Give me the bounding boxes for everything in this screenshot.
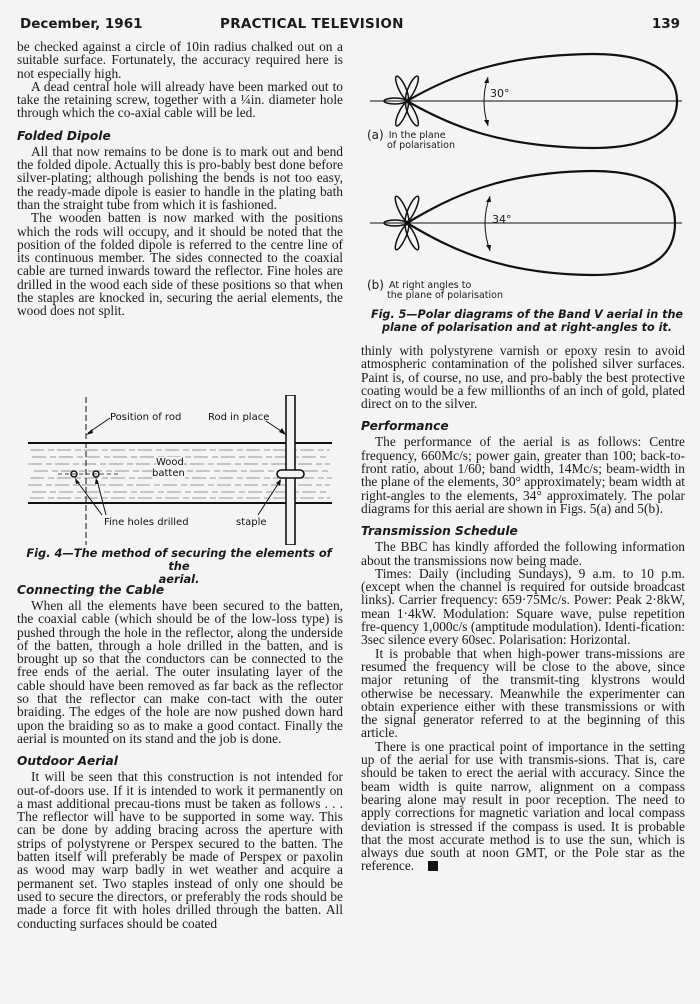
label-position-of-rod: Position of rod: [110, 412, 182, 423]
beam-angle-b: 34°: [492, 213, 512, 226]
paragraph: The performance of the aerial is as follows: Centre frequency, 660Mc/s; power gain, greater than 100; back-to-front ratio, about 1/60; band width, 14Mc/s; beam-width in the plane of the elements, 30° approximately; beam width at right-angles to the elements, 34° approximately. The polar diagrams for this aerial are shown in Figs. 5(a) and 5(b).: [361, 434, 685, 516]
sublabel-line: At right angles to: [389, 280, 472, 291]
paragraph: The BBC has kindly afforded the following information about the transmissions now being made.: [361, 539, 685, 568]
section-heading-folded-dipole: Folded Dipole: [17, 128, 111, 143]
section-heading-performance: Performance: [361, 419, 449, 434]
issue-date: December, 1961: [20, 16, 143, 32]
figure-4: [18, 395, 340, 586]
caption-line: plane of polarisation and at right-angles to it.: [381, 321, 673, 334]
page-number: 139: [651, 16, 680, 32]
final-paragraph-text: There is one practical point of importance in the setting up of the aerial for use with transmis-sions. That is, care should be taken to erect the aerial with accuracy. Since the beam width is quite narrow, alignment on a compass bearing alone may result in poor reception. The need to apply corrections for magnetic variation and local compass deviation is stressed if the compass is used. It is probable that the most accurate method is to use the sun, which is always due south at noon GMT, or the Pole star as the reference.: [361, 738, 685, 874]
paragraph: Times: Daily (including Sundays), 9 a.m. to 10 p.m. (except when the channel is required for outside broadcast links). Carrier frequency: 659·75Mc/s. Power: Peak 2·8kW, mean 1·4kW. Modulation: Square wave, pulse repetition fre-quency 1,000c/s (amptitude modulation). Identi-fication: 3sec silence every 60sec. Polarisation: Horizontal.: [361, 565, 685, 648]
paragraph: When all the elements have been secured to the batten, the coaxial cable (which should be of the low-loss type) is pushed through the hole in the reflector, along the underside of the batten, through a hole drilled in the batten, and is brought up so that the conductors can be connected to the free ends of the aerial. The outer insulating layer of the cable should have been removed as far back as the reflector so that the reflector can make con-tact with the outer braiding. The edges of the hole are now pushed down hard upon the braiding so as to make a good contact. Finally the aerial is mounted on its stand and the job is done.: [17, 598, 343, 746]
paragraph-final: [361, 740, 685, 873]
label-rod-in-place: Rod in place: [208, 412, 270, 423]
sublabel-line: In the plane: [388, 130, 446, 141]
paragraph: be checked against a circle of 10in radius chalked out on a suitable surface. Fortunately, the accuracy required here is not especially high.: [17, 39, 343, 81]
beam-angle-a: 30°: [490, 87, 510, 100]
caption-line: Fig. 4—The method of securing the elements of the: [26, 546, 332, 573]
running-header: [20, 16, 680, 36]
paragraph: A dead central hole will already have been marked out to take the retaining screw, together with a ¼in. diameter hole through which the co-axial cable will be led.: [17, 78, 343, 121]
paragraph: thinly with polystyrene varnish or epoxy resin to avoid atmospheric contamination of the polished silver surfaces. Paint is, of course, no use, and pro-bably the best protective coating would be a few millionths of an inch of gold, plated direct on to the silver.: [361, 343, 685, 412]
figure-4-caption: [18, 547, 340, 586]
end-of-article-mark-icon: [428, 861, 438, 871]
left-column-upper: [17, 40, 343, 318]
section-heading-transmission-schedule: Transmission Schedule: [361, 524, 518, 539]
sublabel-a: [367, 130, 455, 151]
left-column-lower: [17, 583, 343, 930]
figure-5: [362, 50, 692, 340]
label-staple: staple: [236, 517, 267, 528]
sublabel-b: [367, 280, 503, 301]
caption-line: Fig. 5—Polar diagrams of the Band V aerial in the: [370, 308, 684, 321]
magazine-title: PRACTICAL TELEVISION: [220, 16, 404, 32]
polar-diagram-b: [370, 171, 682, 275]
section-heading-outdoor-aerial: Outdoor Aerial: [17, 754, 118, 769]
paragraph: All that now remains to be done is to mark out and bend the folded dipole. Actually this is pro-bably best done before silver-plating; although polishing the bends is not too easy, the ready-made dipole is easier to handle in the plating bath than the straight tube from which it is fashioned.: [17, 143, 343, 212]
caption-line: aerial.: [158, 572, 200, 586]
sublabel-line: of polarisation: [387, 140, 455, 151]
right-column: [361, 344, 685, 873]
label-fine-holes: Fine holes drilled: [104, 517, 189, 528]
paragraph: The wooden batten is now marked with the positions which the rods will occupy, and it should be noted that the position of the folded dipole is referred to the centre line of its continuous member. The sides connected to the coaxial cable are turned inwards toward the reflector. Fine holes are drilled in the wood each side of these positions so that when the staples are knocked in, securing the aerial elements, the wood does not split.: [17, 210, 343, 319]
polar-diagrams: [362, 50, 692, 300]
paragraph: It is probable that when high-power trans-missions are resumed the frequency will be close to the above, since major retuning of the transmit-ting klystrons would otherwise be necessary. Meanwhile the experimenter can obtain experience either with these transmissions or with the signal generator referred to at the beginning of this article.: [361, 645, 685, 741]
label-wood: Wood: [156, 457, 184, 468]
sublabel-line: the plane of polarisation: [387, 290, 503, 301]
sublabel-tag: (b): [367, 278, 384, 292]
paragraph: It will be seen that this construction is not intended for out-of-doors use. If it is intended to work it permanently on a mast additional precau-tions must be taken as follows . . . The reflector will have to be supported in some way. This can be done by adding bracing across the aperture with strips of polystyrene or Perspex secured to the batten. The batten itself will preferably be made of Perspex or paxolin as wood may warp badly in wet weather and acquire a permanent set. Two staples instead of only one should be used to secure the directors, or preferably the rods should be made a force fit with holes drilled through the batten. All conducting surfaces should be coated: [17, 769, 343, 931]
sublabel-tag: (a): [367, 128, 384, 142]
section-heading-connecting-cable: Connecting the Cable: [17, 583, 165, 597]
figure-5-caption: [362, 308, 692, 334]
label-batten: batten: [152, 468, 185, 479]
